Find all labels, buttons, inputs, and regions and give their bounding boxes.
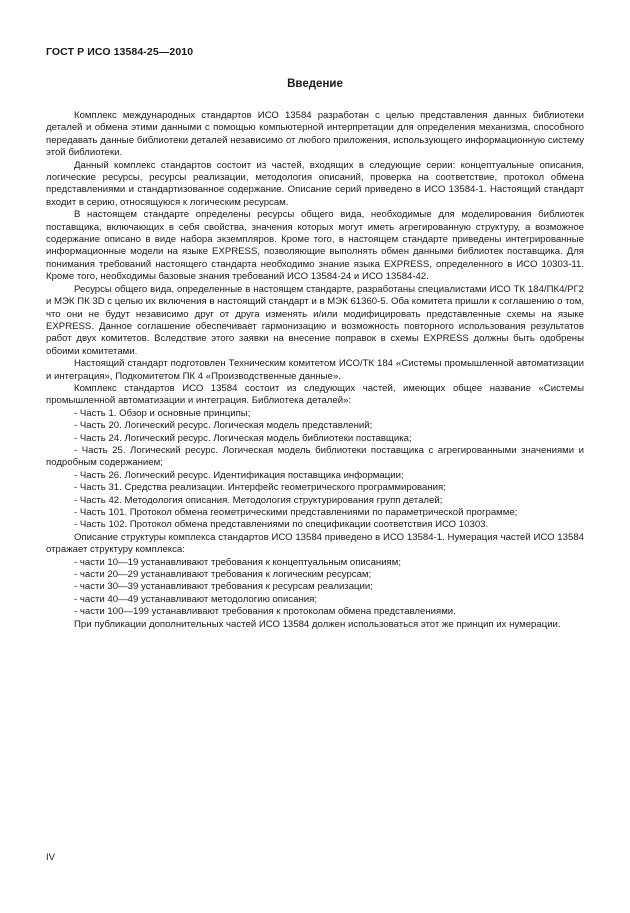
- list-item: - Часть 25. Логический ресурс. Логическая модель библиотеки поставщика с агрегированными значениями и подробным содержанием;: [46, 444, 584, 469]
- paragraph: Описание структуры комплекса стандартов ИСО 13584 приведено в ИСО 13584-1. Нумерация частей ИСО 13584 отражает структуру комплекса:: [46, 531, 584, 556]
- list-item: - части 30—39 устанавливают требования к ресурсам реализации;: [74, 581, 373, 593]
- list-item: - части 100—199 устанавливают требования к протоколам обмена представлениями.: [74, 606, 456, 618]
- page-number: IV: [46, 852, 56, 863]
- body-text: [46, 110, 584, 631]
- list-item: - Часть 31. Средства реализации. Интерфейс геометрического программирования;: [74, 482, 446, 494]
- list-item: - Часть 26. Логический ресурс. Идентификация поставщика информации;: [74, 469, 404, 481]
- paragraph: При публикации дополнительных частей ИСО 13584 должен использоваться этот же принцип их нумерации.: [74, 618, 561, 630]
- list-item: - части 40—49 устанавливают методологию описания;: [74, 593, 318, 605]
- paragraph: Комплекс международных стандартов ИСО 13584 разработан с целью представления данных библиотеки деталей и обмена этими данными с помощью компьютерной интерпретации для определения механизма, способного передавать данные библиотеки деталей независимо от любого приложения, использующего информационную систему этой библиотеки.: [46, 110, 584, 159]
- section-title: Введение: [287, 78, 343, 90]
- paragraph: Комплекс стандартов ИСО 13584 состоит из следующих частей, имеющих общее название «Системы промышленной автоматизации и интеграция. Библиотека деталей»:: [46, 382, 584, 407]
- list-item: - части 20—29 устанавливают требования к логическим ресурсам;: [74, 569, 372, 581]
- paragraph: Данный комплекс стандартов состоит из частей, входящих в следующие серии: концептуальные описания, логические ресурсы, ресурсы реализации, методология описаний, проверка на соответствие, протокол обмена представлениями и стандартизованное содержание. Описание серий приведено в ИСО 13584-1. Настоящий стандарт входит в серию, относящуюся к логическим ресурсам.: [46, 159, 584, 208]
- list-item: - Часть 102. Протокол обмена представлениями по спецификации соответствия ИСО 10303.: [74, 519, 489, 531]
- list-item: - Часть 42. Методология описания. Методология структурирования групп деталей;: [74, 494, 443, 506]
- paragraph: Ресурсы общего вида, определенные в настоящем стандарте, разработаны специалистами ИСО ТК 184/ПК4/РГ2 и МЭК ПК 3D с целью их включения в настоящий стандарт и в МЭК 61360-5. Оба комитета пришли к соглашению о том, что они не будут независимо друг от друга изменять и/или модифицировать представленные схемы на языке EXPRESS. Данное соглашение обеспечивает гармонизацию и возможность повторного использования результатов работ двух комитетов. Вследствие этого заявки на внесение поправок в схемы EXPRESS должны быть одобрены обоими комитетами.: [46, 283, 584, 357]
- paragraph: Настоящий стандарт подготовлен Техническим комитетом ИСО/ТК 184 «Системы промышленной автоматизации и интеграция», Подкомитетом ПК 4 «Производственные данные».: [46, 358, 584, 382]
- list-item: - Часть 1. Обзор и основные принципы;: [74, 407, 251, 419]
- list-item: - Часть 101. Протокол обмена геометрическими представлениями по параметрической программе;: [74, 507, 518, 518]
- list-item: - Часть 20. Логический ресурс. Логическая модель представлений;: [74, 420, 373, 432]
- list-item: - части 10—19 устанавливают требования к концептуальным описаниям;: [74, 556, 402, 568]
- paragraph: В настоящем стандарте определены ресурсы общего вида, необходимые для моделирования библиотек поставщика, включающих в себя свойства, значения которых могут иметь агрегированную структуру, а возможное содержание описано в виде набора экземпляров. Кроме того, в настоящем стандарте приведены интегрированные информационные модели на языке EXPRESS, позволяющие выполнять обмен данными библиотек поставщика. Для понимания требований настоящего стандарта необходимо знание языка EXPRESS, определенного в ИСО 10303-11. Кроме того, необходимы базовые знания требований ИСО 13584-24 и ИСО 13584-42.: [46, 209, 584, 283]
- list-item: - Часть 24. Логический ресурс. Логическая модель библиотеки поставщика;: [74, 432, 412, 444]
- document-header: ГОСТ Р ИСО 13584-25—2010: [46, 46, 194, 58]
